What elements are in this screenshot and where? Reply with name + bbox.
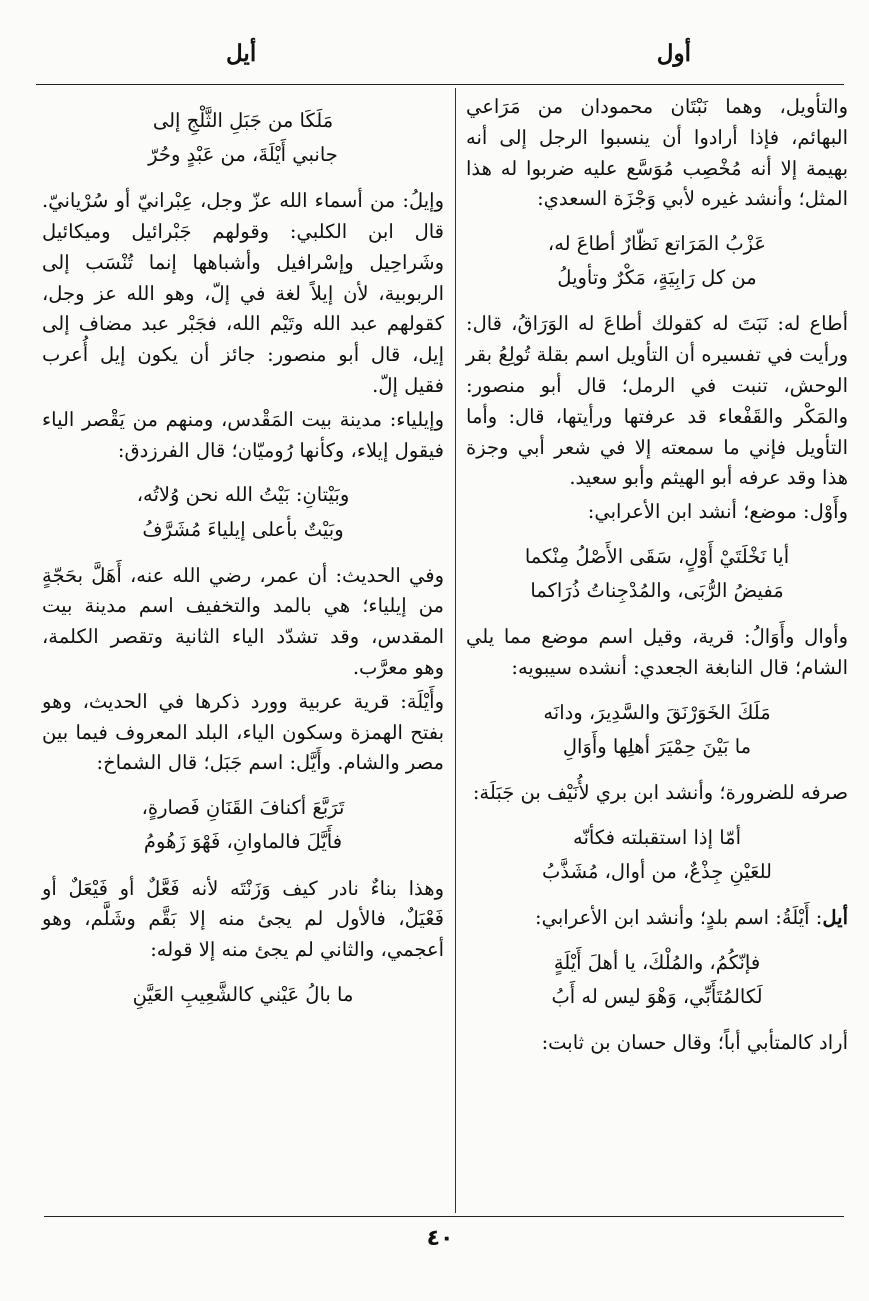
verse-line: فإنّكُمُ، والمُلْكَ، يا أهلَ أَيْلَةٍ: [553, 950, 761, 974]
entry-text: وهذا بناءٌ نادر كيف وَزَنْتَه لأنه فَعَّلٌ أو فَيْعَلٌ أو فَعْيَلٌ، فالأول لم يجئ منه إلا بَقَّم وشَلَّم، وهو أعجمي، والثاني لم يجئ منه إلا قوله:: [42, 876, 444, 962]
entry-paragraph: [466, 1028, 848, 1059]
verse-line: أيا نَخْلَتَيْ أَوْلٍ، سَقَى الأَصْلُ مِنْكما: [524, 545, 790, 569]
verse-line: مَلَكَ الخَوَرْنَقَ والسَّدِيرَ، ودانَه: [543, 700, 771, 724]
left-column: [42, 92, 444, 1026]
verse-line: وبَيْتٌ بأعلى إيلياءَ مُشَرَّفُ: [142, 517, 344, 541]
entry-text: أطاع له: نَبَتَ له كقولك أطاعَ له الوَرَاقُ، قال: ورأيت في تفسيره أن التأويل اسم بقلة تُولِعُ بقر الوحش، تنبت في الرمل؛ قال أبو منصور: والمَكْر والقَفْعاء قد عرفتها ورأيتها، قال: وأما التأويل فإني ما سمعته إلا في شعر أبي وجزة هذا وقد عرفه أبو الهيثم وأبو سعيد.: [466, 312, 848, 490]
verse-line: عَزْبُ المَرَاتع نَظّارٌ أطاعَ له،: [547, 232, 767, 256]
verse-line: لَكالمُتَأَبِّي، وَهْوَ ليس له أَبُ: [551, 985, 763, 1009]
verse-line: أمّا إذا استقبلته فكأنّه: [572, 825, 742, 849]
entry-paragraph: [466, 778, 848, 809]
verse-line: جانبي أَيْلَةَ، من عَبْدٍ وحُرّ: [148, 143, 338, 167]
verse: [466, 821, 848, 889]
verse-line: من كل رَابِيَةٍ، مَكْرٌ وتأويلُ: [557, 266, 757, 290]
entry-paragraph: [466, 903, 848, 934]
entry-text: وأَيْلَة: قرية عربية وورد ذكرها في الحديث، وهو بفتح الهمزة وسكون الياء، البلد المعروف فيما بين مصر والشام. وأَيَّل: اسم جَبَل؛ قال الشماخ:: [42, 689, 444, 775]
entry-paragraph: [42, 687, 444, 779]
verse-line: مَلَكَا من جَبَلِ الثَّلْجِ إلى: [152, 109, 334, 132]
verse-line: للعَيْنِ جِذْعٌ، من أوال، مُشَذَّبُ: [542, 860, 772, 884]
page-number: ٤٠: [426, 1226, 454, 1251]
verse-line: وبَيْتانِ: بَيْتُ الله نحن وُلاتُه،: [136, 483, 350, 507]
verse-line: ما بَيْنَ حِمْيَرَ أهلِها وأَوَالِ: [562, 734, 752, 758]
entry-text: وإيلياء: مدينة بيت المَقْدس، ومنهم من يَقْصر الياء فيقول إيلاء، وكأنها رُوميّان؛ قال الفرزدق:: [42, 407, 444, 462]
entry-text: وإيلُ: من أسماء الله عزّ وجل، عِبْرانيّ أو سُرْيانيّ. قال ابن الكلبي: وقولهم جَبْرائيل وميكائيل وشَراحِيل وإسْرافيل وأشباهها إنما تُنْسَب إلى الربوبية، لأن إيلاً لغة في إلّ، وهو الله عز وجل، كقولهم عبد الله وتَيْم الله، فجَبْر عبد مضاف إلى إيل، قال أبو منصور: جائز أن يكون إيل أُعرب فقيل إلّ.: [42, 189, 444, 398]
entry-paragraph: [42, 186, 444, 402]
verse-line: مَفيضُ الرُّبَى، والمُدْجِناتُ ذُرَاكما: [530, 579, 784, 603]
entry-text: والتأويل، وهما نَبْتَان محمودان من مَرَاعي البهائم، فإذا أرادوا أن ينسبوا الرجل إلى أنه بهيمة إلا أنه مُخْصِب مُوَسَّع عليه ضربوا له هذا المثل؛ وأنشد غيره لأبي وَجْزَة السعدي:: [466, 95, 848, 211]
entry-paragraph: [466, 92, 848, 215]
verse: [466, 946, 848, 1014]
entry-paragraph: [466, 309, 848, 494]
entry-paragraph: [42, 405, 444, 467]
entry-paragraph: [466, 622, 848, 684]
running-head-right: أول: [656, 40, 691, 67]
verse: [42, 478, 444, 546]
header-rule: [36, 84, 844, 85]
entry-text: وأَوْل: موضع؛ أنشد ابن الأعرابي:: [587, 500, 848, 524]
verse-line: فأَيَّلَ فالماوانِ، فَهْوَ زَهُومُ: [143, 830, 343, 854]
entry-paragraph: [42, 874, 444, 966]
column-divider: [455, 88, 456, 1213]
footer-rule: [44, 1216, 844, 1217]
entry-paragraph: [42, 561, 444, 684]
verse: [466, 696, 848, 764]
running-head-left: أيل: [226, 40, 257, 67]
entry-paragraph: [466, 497, 848, 528]
entry-headword: أيل: [822, 906, 848, 930]
verse: [42, 104, 444, 172]
verse-line: تَرَبَّعَ أكنافَ القَنَانِ فَصارةٍ،: [141, 796, 345, 820]
entry-text: وأوال وأَوَالُ: قرية، وقيل اسم موضع مما يلي الشام؛ قال النابغة الجعدي: أنشده سيبويه:: [466, 625, 848, 680]
entry-text: : أَيْلَةُ: اسم بلدٍ؛ وأنشد ابن الأعرابي:: [535, 906, 823, 930]
entry-text: أراد كالمتأبي أباً؛ وقال حسان بن ثابت:: [541, 1031, 848, 1055]
verse: [42, 978, 444, 1012]
verse: [466, 227, 848, 295]
verse-line: ما بالُ عَيْني كالشَّعِيبِ العَيَّنِ: [132, 982, 354, 1006]
right-column: [466, 92, 848, 1062]
verse: [466, 540, 848, 608]
entry-text: وفي الحديث: أن عمر، رضي الله عنه، أَهَلَّ بحَجّةٍ من إيلياء؛ هي بالمد والتخفيف اسم مدينة بيت المقدس، وقد تشدّد الياء الثانية وتقصر الكلمة، وهو معرَّب.: [42, 563, 444, 680]
entry-text: صرفه للضرورة؛ وأنشد ابن بري لأُنَيْف بن جَبَلَة:: [472, 781, 848, 805]
verse: [42, 791, 444, 859]
